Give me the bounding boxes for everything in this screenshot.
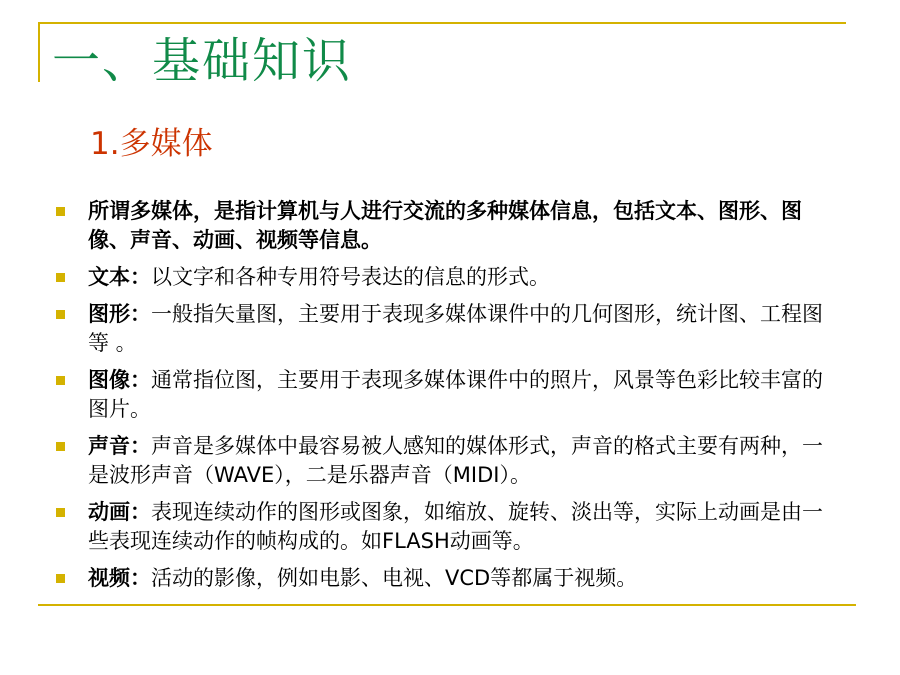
- bullet-term: 动画：: [88, 500, 151, 524]
- bullet-term: 视频：: [88, 566, 151, 590]
- bullet-item-animation: [56, 498, 836, 556]
- square-bullet-icon: [56, 508, 65, 517]
- bullet-term: 图形：: [88, 302, 151, 326]
- bullet-item-video: [56, 564, 836, 593]
- left-divider: [38, 22, 40, 82]
- square-bullet-icon: [56, 574, 65, 583]
- bullet-item-sound: [56, 432, 836, 490]
- square-bullet-icon: [56, 310, 65, 319]
- bullet-item-text: [56, 263, 836, 292]
- bullet-term: 文本：: [88, 265, 151, 289]
- square-bullet-icon: [56, 273, 65, 282]
- bullet-item-intro: [56, 197, 836, 255]
- bullet-description: 活动的影像，例如电影、电视、VCD等都属于视频。: [151, 566, 638, 590]
- bullet-term: 图像：: [88, 368, 151, 392]
- square-bullet-icon: [56, 207, 65, 216]
- bullet-description: 通常指位图，主要用于表现多媒体课件中的照片，风景等色彩比较丰富的图片。: [88, 368, 823, 421]
- bottom-divider: [38, 604, 856, 606]
- top-divider: [38, 22, 846, 24]
- bullet-item-graphics: [56, 300, 836, 358]
- slide-subtitle: 1.多媒体: [90, 126, 213, 162]
- bullet-list: [56, 197, 836, 601]
- slide-title: 一、基础知识: [52, 33, 353, 89]
- intro-text: 所谓多媒体，是指计算机与人进行交流的多种媒体信息，包括文本、图形、图像、声音、动画、视频等信息。: [88, 199, 802, 252]
- bullet-description: 表现连续动作的图形或图象，如缩放、旋转、淡出等，实际上动画是由一些表现连续动作的帧构成的。如FLASH动画等。: [88, 500, 823, 553]
- bullet-description: 一般指矢量图，主要用于表现多媒体课件中的几何图形，统计图、工程图等 。: [88, 302, 823, 355]
- square-bullet-icon: [56, 442, 65, 451]
- bullet-term: 声音：: [88, 434, 151, 458]
- bullet-description: 以文字和各种专用符号表达的信息的形式。: [151, 265, 550, 289]
- square-bullet-icon: [56, 376, 65, 385]
- bullet-item-image: [56, 366, 836, 424]
- bullet-description: 声音是多媒体中最容易被人感知的媒体形式，声音的格式主要有两种，一是波形声音（WAVE），二是乐器声音（MIDI）。: [88, 434, 823, 487]
